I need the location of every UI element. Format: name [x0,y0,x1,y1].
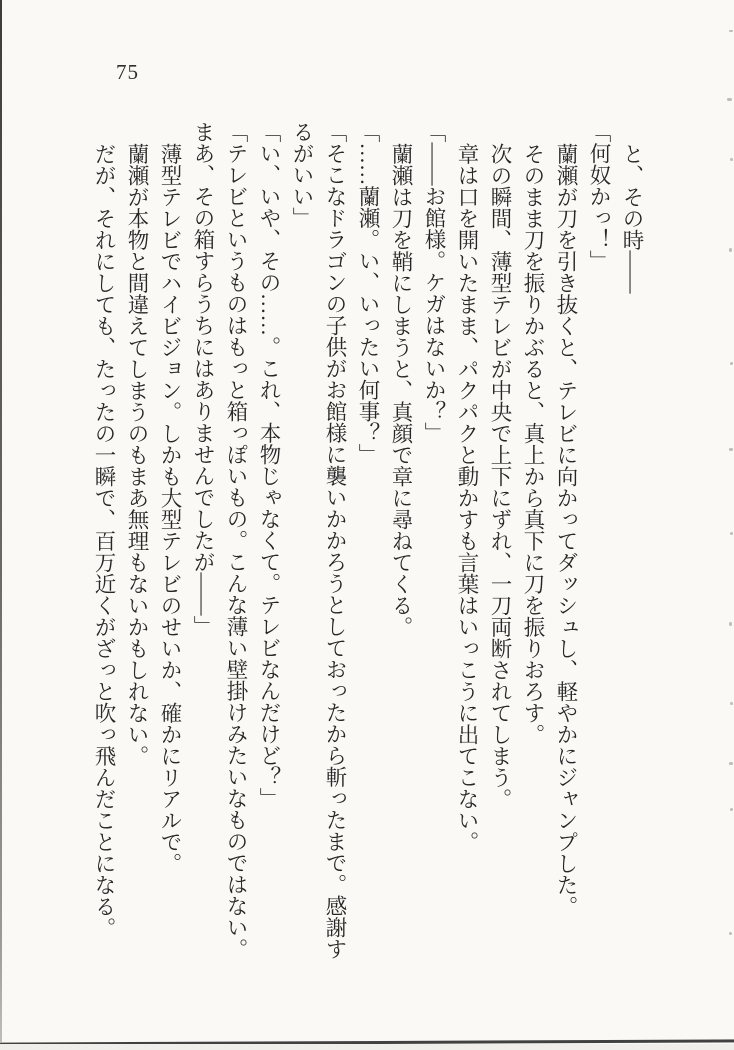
novel-text-block [86,121,648,961]
paragraph-narration: 次の瞬間、薄型テレビが中央で上下にずれ、一刀両断されてしまう。 [488,142,512,809]
paragraph-narration: 薄型テレビでハイビジョン。しかも大型テレビのせいか、確かにリアルで。 [158,142,182,874]
paragraph-dialogue: 「そこなドラゴンの子供がお館様に襲いかかろうとしておったから斬ったまで。感謝するがいい」 [290,121,347,960]
paragraph-narration: と、その時―― [620,142,644,293]
paragraph-dialogue: 「テレビというものはもっと箱っぽいもの。こんな薄い壁掛けみたいなものではない。まあ、その箱すらうちにはありませんでしたが――」 [191,121,248,960]
paragraph-dialogue: 「い、いや、その……。これ、本物じゃなくて。テレビなんだけど？」 [257,121,281,809]
paragraph-dialogue: 「……蘭瀬。い、いったい何事？」 [356,121,380,465]
paragraph-dialogue: 「何奴かっ！」 [587,121,611,272]
page-number: 75 [116,60,139,84]
scan-left-edge-line [0,0,2,1042]
paragraph-dialogue: 「――お館様。ケガはないか？」 [422,121,446,444]
paragraph-narration: そのまま刀を振りかぶると、真上から真下に刀を振りおろす。 [521,142,545,745]
scan-bottom-margin [0,1044,734,1050]
paragraph-narration: 蘭瀬は刀を鞘にしまうと、真顔で章に尋ねてくる。 [389,142,413,637]
paragraph-narration: 蘭瀬が本物と間違えてしまうのもまあ無理もないかもしれない。 [125,142,149,766]
paragraph-narration: 蘭瀬が刀を引き抜くと、テレビに向かってダッシュし、軽やかにジャンプした。 [554,142,578,917]
paragraph-narration: 章は口を開いたまま、パクパクと動かすも言葉はいっこうに出てこない。 [455,142,479,852]
paragraph-narration: だが、それにしても、たったの一瞬で、百万近くがざっと吹っ飛んだことになる。 [92,142,116,938]
